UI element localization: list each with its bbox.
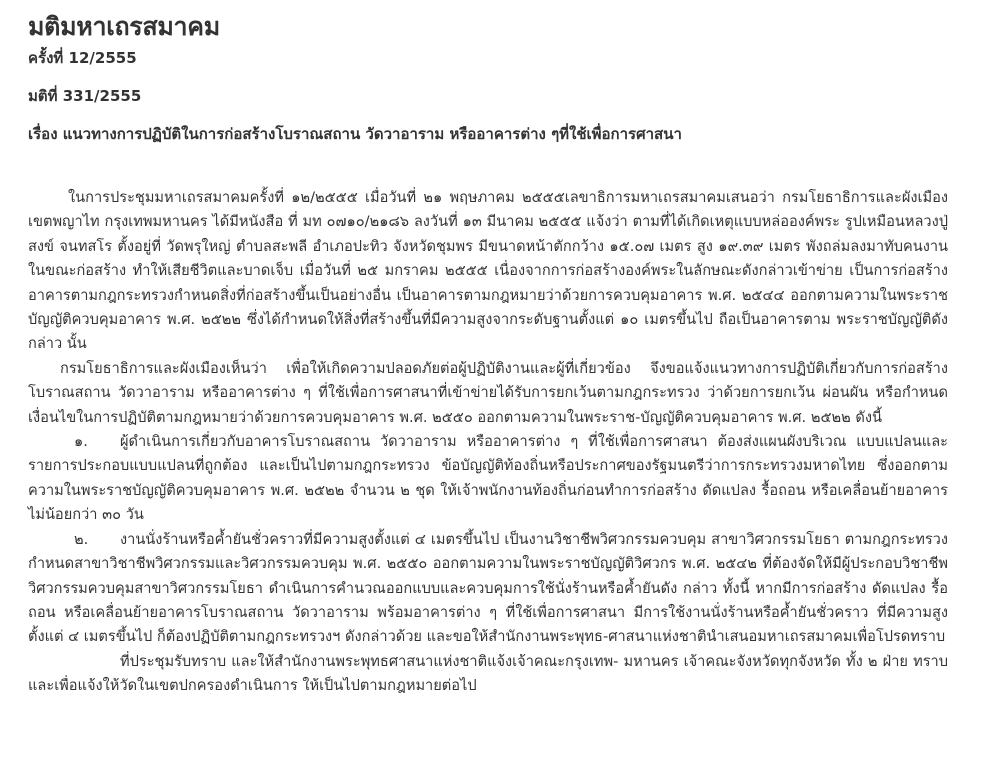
page-title: มติมหาเถรสมาคม	[28, 12, 220, 41]
paragraph-department-opinion: กรมโยธาธิการและผังเมืองเห็นว่า เพื่อให้เกิดความปลอดภัยต่อผู้ปฏิบัติงานและผู้ที่เกี่ยวข้อง จึงขอแจ้งแนวทางการปฏิบัติเกี่ยวกับการก่อสร้างโบราณสถาน วัดวาอาราม หรืออาคารต่าง ๆ ที่ใช้เพื่อการศาสนาที่เข้าข่ายได้รับการยกเว้นตามกฎกระทรวง ว่าด้วยการยกเว้น ผ่อนผัน หรือกำหนดเงื่อนไขในการปฏิบัติตามกฎหมายว่าด้วยการควบคุมอาคาร พ.ศ. ๒๕๕๐ ออกตามความในพระราช-บัญญัติควบคุมอาคาร พ.ศ. ๒๕๒๒ ดังนี้	[28, 359, 948, 426]
paragraph-intro: ในการประชุมมหาเถรสมาคมครั้งที่ ๑๒/๒๕๕๕ เมื่อวันที่ ๒๑ พฤษภาคม ๒๕๕๕เลขาธิการมหาเถรสมาคมเสนอว่า กรมโยธาธิการและผังเมือง เขตพญาไท กรุงเทพมหานคร ได้มีหนังสือ ที่ มท ๐๗๑๐/๒๑๘๖ ลงวันที่ ๑๓ มีนาคม ๒๕๕๕ แจ้งว่า ตามที่ได้เกิดเหตุแบบหล่อองค์พระ รูปเหมือนหลวงปู่สงข์ จนทสโร ตั้งอยู่ที่ วัดพรุใหญ่ ตำบลสะพลี อำเภอปะทิว จังหวัดชุมพร มีขนาดหน้าตักกว้าง ๑๕.๐๗ เมตร สูง ๑๙.๓๙ เมตร พังถล่มลงมาทับคนงานในขณะก่อสร้าง ทำให้เสียชีวิตและบาดเจ็บ เมื่อวันที่ ๒๕ มกราคม ๒๕๕๕ เนื่องจากการก่อสร้างองค์พระในลักษณะดังกล่าวเข้าข่าย เป็นการก่อสร้างอาคารตามกฎกระทรวงกำหนดสิ่งที่ก่อสร้างขึ้นเป็นอย่างอื่น เป็นอาคารตามกฎหมายว่าด้วยการควบคุมอาคาร พ.ศ. ๒๕๔๔ ออกตามความในพระราชบัญญัติควบคุมอาคาร พ.ศ. ๒๕๒๒ ซึ่งได้กำหนดให้สิ่งที่สร้างขึ้นที่มีความสูงจากระดับฐานตั้งแต่ ๑๐ เมตรขึ้นไป ถือเป็นอาคารตาม พระราชบัญญัติดังกล่าว นั้น	[28, 189, 948, 353]
meeting-number: ครั้งที่ 12/2555	[28, 49, 137, 67]
resolution-number: มติที่ 331/2555	[28, 87, 142, 105]
paragraph-conclusion: ที่ประชุมรับทราบ และให้สำนักงานพระพุทธศาสนาแห่งชาติแจ้งเจ้าคณะกรุงเทพ- มหานคร เจ้าคณะจังหวัดทุกจังหวัด ทั้ง ๒ ฝ่าย ทราบ และเพื่อแจ้งให้วัดในเขตปกครองดำเนินการ ให้เป็นไปตามกฎหมายต่อไป	[28, 652, 948, 695]
item-number: ๑.	[74, 433, 88, 451]
document-body	[28, 186, 948, 699]
item-text: ผู้ดำเนินการเกี่ยวกับอาคารโบราณสถาน วัดวาอาราม หรืออาคารต่าง ๆ ที่ใช้เพื่อการศาสนา ต้องส่งแผนผังบริเวณ แบบแปลนและรายการประกอบแบบแปลนที่ถูกต้อง และเป็นไปตามกฎกระทรวง ข้อบัญญัติท้องถิ่นหรือประกาศของรัฐมนตรีว่าการกระทรวงมหาดไทย ซึ่งออกตามความในพระราชบัญญัติควบคุมอาคาร พ.ศ. ๒๕๒๒ จำนวน ๒ ชุด ให้เจ้าพนักงานท้องถิ่นก่อนทำการก่อสร้าง ดัดแปลง รื้อถอน หรือเคลื่อนย้ายอาคาร ไม่น้อยกว่า ๓๐ วัน	[28, 433, 948, 524]
resolution-document	[28, 10, 948, 699]
numbered-item-2	[28, 528, 948, 650]
subject-heading: เรื่อง แนวทางการปฏิบัติในการก่อสร้างโบราณสถาน วัดวาอาราม หรืออาคารต่าง ๆที่ใช้เพื่อการศาสนา	[28, 125, 682, 143]
item-number: ๒.	[74, 530, 89, 548]
item-text: งานนั่งร้านหรือค้ำยันชั่วคราวที่มีความสูงตั้งแต่ ๔ เมตรขึ้นไป เป็นงานวิชาชีพวิศวกรรมควบคุม สาขาวิศวกรรมโยธา ตามกฎกระทรวงกำหนดสาขาวิชาชีพวิศวกรรมและวิศวกรรมควบคุม พ.ศ. ๒๕๕๐ ออกตามความในพระราชบัญญัติวิศวกร พ.ศ. ๒๕๔๒ ที่ต้องจัดให้มีผู้ประกอบวิชาชีพวิศวกรรมควบคุมสาขาวิศวกรรมโยธา ดำเนินการคำนวณออกแบบและควบคุมการใช้นั่งร้านหรือค้ำยันดัง กล่าว ทั้งนี้ หากมีการก่อสร้าง ดัดแปลง รื้อถอน หรือเคลื่อนย้ายอาคารโบราณสถาน วัดวาอาราม พร้อมอาคารต่าง ๆ ที่ใช้เพื่อการศาสนา มีการใช้งานนั่งร้านหรือค้ำยันชั่วคราว ที่มีความสูงตั้งแต่ ๔ เมตรขึ้นไป ก็ต้องปฏิบัติตามกฎกระทรวงฯ ดังกล่าวด้วย และขอให้สำนักงานพระพุทธ-ศาสนาแห่งชาตินำเสนอมหาเถรสมาคมเพื่อโปรดทราบ	[28, 530, 948, 646]
numbered-item-1	[28, 430, 948, 528]
